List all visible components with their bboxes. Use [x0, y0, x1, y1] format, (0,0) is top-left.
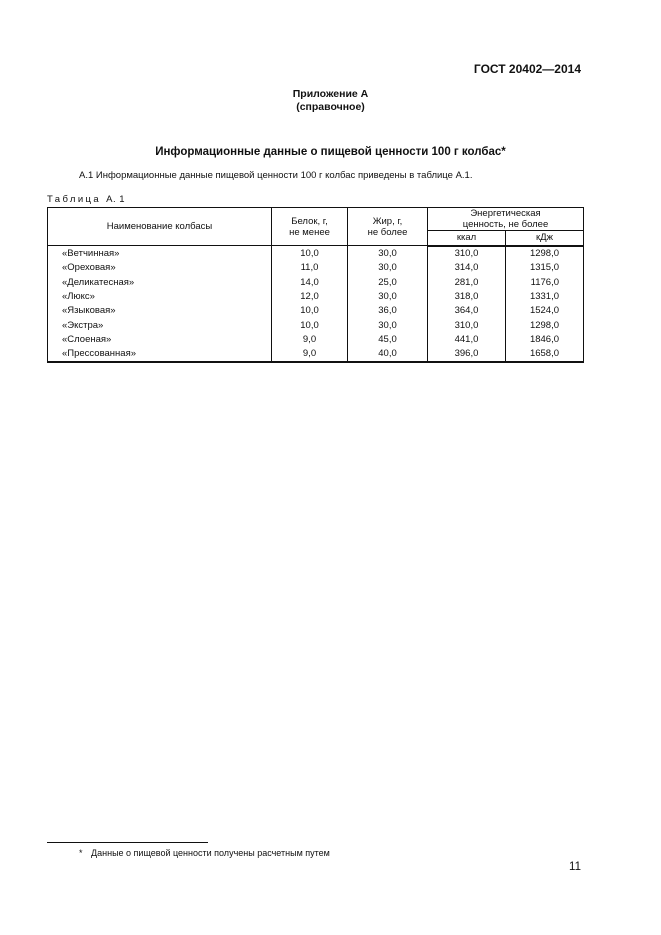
cell-kj: 1846,0 [506, 332, 584, 346]
cell-sausage-name: «Люкс» [48, 289, 272, 303]
header-kj [506, 231, 584, 246]
header-energy [428, 208, 584, 231]
cell-sausage-name: «Деликатесная» [48, 275, 272, 289]
cell-kcal: 310,0 [428, 246, 506, 261]
cell-sausage-name: «Прессованная» [48, 347, 272, 362]
cell-fat: 30,0 [348, 246, 428, 261]
document-code: ГОСТ 20402—2014 [473, 62, 581, 76]
table-row [48, 261, 584, 275]
footnote-text: Данные о пищевой ценности получены расчетным путем [91, 848, 330, 858]
cell-protein: 9,0 [272, 347, 348, 362]
cell-fat: 30,0 [348, 289, 428, 303]
header-kcal [428, 231, 506, 246]
cell-kcal: 318,0 [428, 289, 506, 303]
cell-protein: 14,0 [272, 275, 348, 289]
cell-sausage-name: «Экстра» [48, 318, 272, 332]
table-caption [47, 194, 125, 205]
cell-kcal: 310,0 [428, 318, 506, 332]
table-row [48, 304, 584, 318]
page-number: 11 [569, 861, 581, 873]
cell-kcal: 314,0 [428, 261, 506, 275]
table-row [48, 246, 584, 261]
cell-fat: 40,0 [348, 347, 428, 362]
cell-kj: 1298,0 [506, 318, 584, 332]
cell-fat: 30,0 [348, 261, 428, 275]
intro-paragraph: А.1 Информационные данные пищевой ценности 100 г колбас приведены в таблице А.1. [79, 170, 473, 181]
header-fat [348, 208, 428, 246]
table-row [48, 275, 584, 289]
cell-kcal: 281,0 [428, 275, 506, 289]
footnote [79, 848, 330, 858]
cell-protein: 11,0 [272, 261, 348, 275]
header-fat-label: Жир, г, не более [367, 215, 408, 238]
header-kcal-label: ккал [456, 232, 477, 244]
cell-protein: 9,0 [272, 332, 348, 346]
cell-kj: 1524,0 [506, 304, 584, 318]
table-caption-word: Таблица [47, 194, 102, 205]
cell-protein: 12,0 [272, 289, 348, 303]
cell-sausage-name: «Ореховая» [48, 261, 272, 275]
cell-kj: 1331,0 [506, 289, 584, 303]
header-protein-label: Белок, г, не менее [289, 215, 330, 238]
annex-type: (справочное) [296, 101, 365, 113]
annex-block [0, 88, 661, 114]
cell-protein: 10,0 [272, 246, 348, 261]
cell-fat: 25,0 [348, 275, 428, 289]
section-heading: Информационные данные о пищевой ценности 100 г колбас* [155, 146, 506, 158]
cell-kcal: 396,0 [428, 347, 506, 362]
table-row [48, 289, 584, 303]
annex-title: Приложение А [292, 88, 369, 100]
cell-sausage-name: «Языковая» [48, 304, 272, 318]
cell-kj: 1176,0 [506, 275, 584, 289]
table-caption-number: А. 1 [106, 194, 126, 205]
table-row [48, 332, 584, 346]
cell-kj: 1298,0 [506, 246, 584, 261]
cell-sausage-name: «Ветчинная» [48, 246, 272, 261]
cell-kcal: 364,0 [428, 304, 506, 318]
header-kj-label: кДж [536, 232, 553, 244]
footnote-separator [47, 842, 208, 843]
header-name [48, 208, 272, 246]
header-protein [272, 208, 348, 246]
table-body [48, 246, 584, 362]
cell-kj: 1315,0 [506, 261, 584, 275]
cell-kj: 1658,0 [506, 347, 584, 362]
cell-protein: 10,0 [272, 318, 348, 332]
cell-kcal: 441,0 [428, 332, 506, 346]
cell-fat: 30,0 [348, 318, 428, 332]
header-name-label: Наименование колбасы [106, 221, 213, 232]
cell-fat: 36,0 [348, 304, 428, 318]
nutrition-table [47, 207, 584, 363]
table-row [48, 347, 584, 362]
table-row [48, 318, 584, 332]
cell-sausage-name: «Слоеная» [48, 332, 272, 346]
footnote-mark: * [79, 848, 83, 858]
cell-protein: 10,0 [272, 304, 348, 318]
header-energy-label: Энергетическая ценность, не более [462, 208, 549, 230]
cell-fat: 45,0 [348, 332, 428, 346]
